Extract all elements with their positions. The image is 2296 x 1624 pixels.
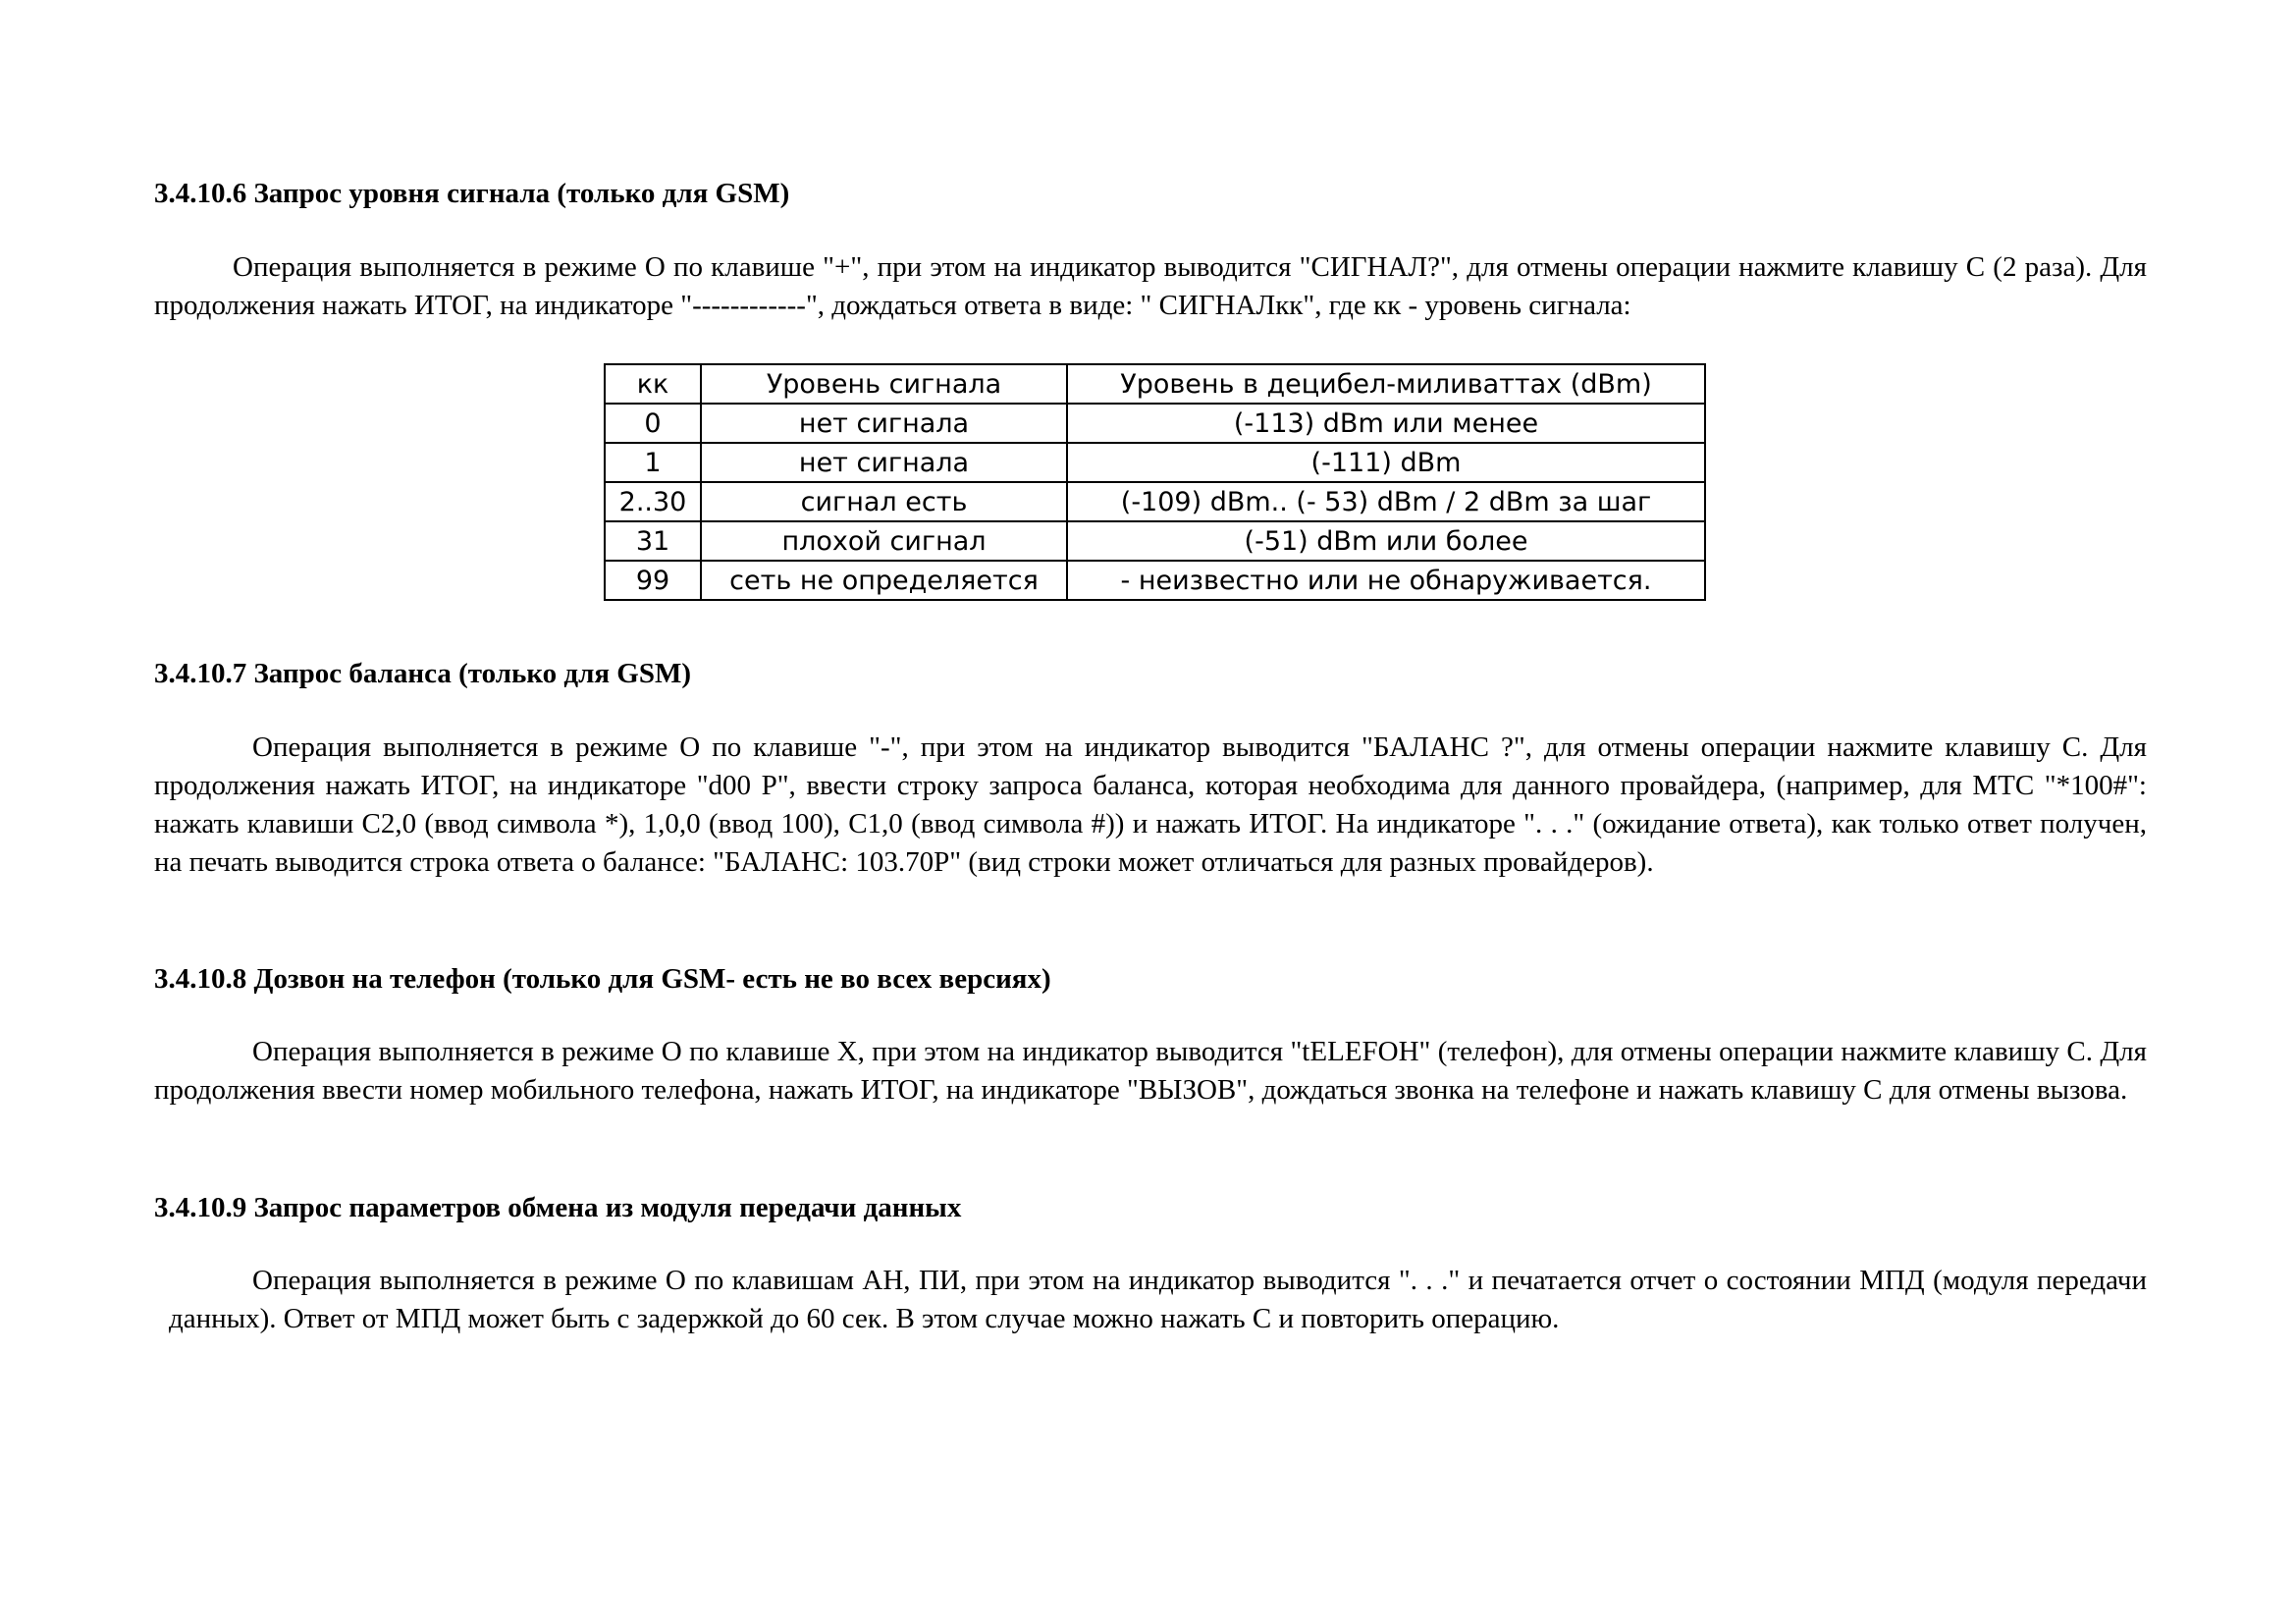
table-row bbox=[605, 561, 1705, 600]
table-cell: 2..30 bbox=[605, 482, 701, 521]
table-row bbox=[605, 521, 1705, 561]
table-cell: сигнал есть bbox=[701, 482, 1067, 521]
table-cell: плохой сигнал bbox=[701, 521, 1067, 561]
section-paragraph-data-module: Операция выполняется в режиме О по клавишам АН, ПИ, при этом на индикатор выводится ". . ." и печатается отчет о состоянии МПД (модуля передачи данных). Ответ от МПД может быть с задержкой до 60 сек. В этом случае можно нажать С и повторить операцию. bbox=[169, 1265, 2147, 1334]
section-heading-signal: 3.4.10.6 Запрос уровня сигнала (только для GSM) bbox=[154, 178, 790, 209]
section-heading-balance: 3.4.10.7 Запрос баланса (только для GSM) bbox=[154, 658, 692, 689]
table-header-cell: Уровень сигнала bbox=[701, 364, 1067, 404]
table-row bbox=[605, 482, 1705, 521]
table-cell: - неизвестно или не обнаруживается. bbox=[1067, 561, 1705, 600]
table-cell: (-51) dBm или более bbox=[1067, 521, 1705, 561]
table-cell: (-113) dBm или менее bbox=[1067, 404, 1705, 443]
signal-level-table bbox=[604, 363, 1706, 601]
table-cell: (-109) dBm.. (- 53) dBm / 2 dBm за шаг bbox=[1067, 482, 1705, 521]
table-header-cell: кк bbox=[605, 364, 701, 404]
table-cell: (-111) dBm bbox=[1067, 443, 1705, 482]
table-cell: 99 bbox=[605, 561, 701, 600]
table-cell: 0 bbox=[605, 404, 701, 443]
table-cell: 1 bbox=[605, 443, 701, 482]
section-paragraph-signal: Операция выполняется в режиме О по клавише "+", при этом на индикатор выводится "СИГНАЛ?", для отмены операции нажмите клавишу С (2 раза). Для продолжения нажать ИТОГ, на индикаторе "------------", дождаться ответа в виде: " СИГНАЛкк", где кк - уровень сигнала: bbox=[154, 251, 2147, 321]
table-cell: сеть не определяется bbox=[701, 561, 1067, 600]
table-row bbox=[605, 443, 1705, 482]
section-paragraph-balance: Операция выполняется в режиме О по клавише "-", при этом на индикатор выводится "БАЛАНС ?", для отмены операции нажмите клавишу С. Для продолжения нажать ИТОГ, на индикаторе "d00 Р", ввести строку запроса баланса, которая необходима для данного провайдера, (например, для МТС "*100#": нажать клавиши С2,0 (ввод символа *), 1,0,0 (ввод 100), С1,0 (ввод символа #)) и нажать ИТОГ. На индикаторе ". . ." (ожидание ответа), как только ответ получен, на печать выводится строка ответа о балансе: "БАЛАНС: 103.70Р" (вид строки может отличаться для разных провайдеров). bbox=[154, 731, 2147, 878]
section-heading-phone: 3.4.10.8 Дозвон на телефон (только для GSM- есть не во всех версиях) bbox=[154, 963, 1051, 995]
section-paragraph-phone: Операция выполняется в режиме О по клавише Х, при этом на индикатор выводится "tЕLЕFОН" (телефон), для отмены операции нажмите клавишу С. Для продолжения ввести номер мобильного телефона, нажать ИТОГ, на индикаторе "ВЫЗОВ", дождаться звонка на телефоне и нажать клавишу С для отмены вызова. bbox=[154, 1036, 2147, 1106]
table-cell: 31 bbox=[605, 521, 701, 561]
table-header-cell: Уровень в децибел-миливаттах (dBm) bbox=[1067, 364, 1705, 404]
table-header-row bbox=[605, 364, 1705, 404]
section-heading-data-module: 3.4.10.9 Запрос параметров обмена из модуля передачи данных bbox=[154, 1192, 962, 1223]
table-cell: нет сигнала bbox=[701, 404, 1067, 443]
table-cell: нет сигнала bbox=[701, 443, 1067, 482]
table-row bbox=[605, 404, 1705, 443]
